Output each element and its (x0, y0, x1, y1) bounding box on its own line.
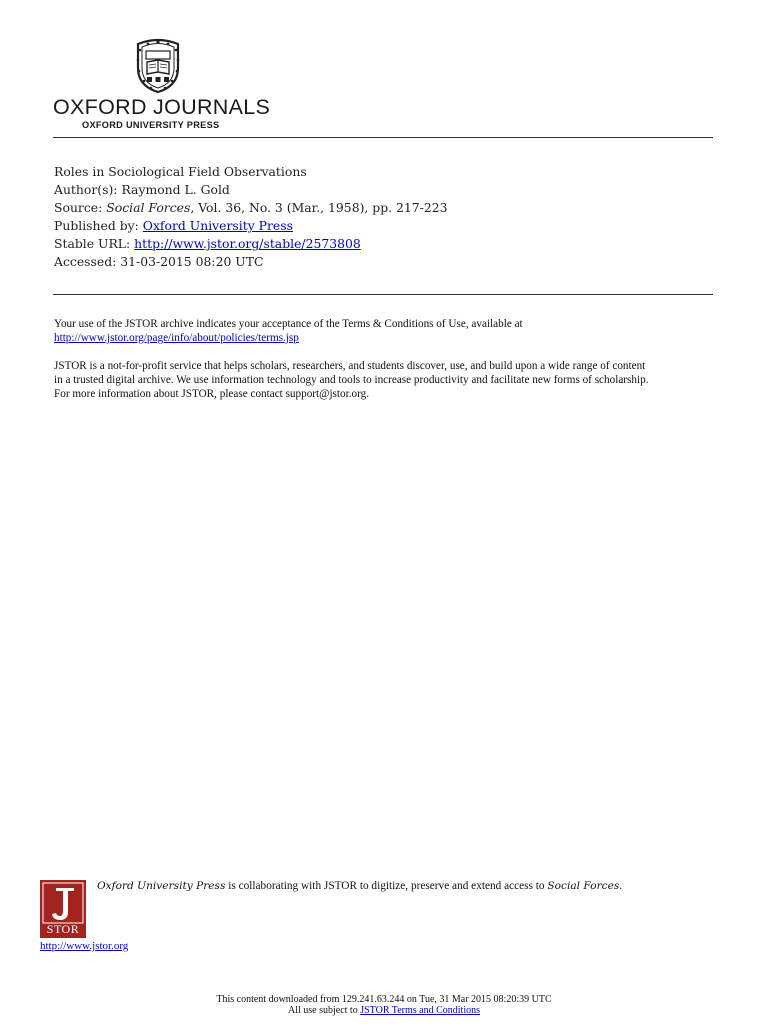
jstor-about-line-3: For more information about JSTOR, please contact support@jstor.org. (54, 388, 370, 400)
collab-end: . (619, 880, 623, 892)
collaboration-statement (97, 880, 622, 892)
published-label: Published by: (54, 218, 139, 233)
stable-url-link[interactable]: http://www.jstor.org/stable/2573808 (134, 236, 361, 251)
jstor-logo[interactable] (40, 880, 86, 938)
jstor-j-icon (40, 880, 86, 924)
oxford-university-press-subtitle: OXFORD UNIVERSITY PRESS (82, 120, 220, 130)
terms-subject-line (0, 1005, 768, 1017)
stable-url-label: Stable URL: (54, 236, 131, 251)
publisher-link[interactable]: Oxford University Press (142, 218, 293, 233)
oxford-journals-wordmark: OXFORD JOURNALS (53, 95, 271, 119)
author-label: Author(s): (54, 182, 118, 197)
jstor-about-line-1: JSTOR is a not-for-profit service that helps scholars, researchers, and students discover, use, and build upon a wide range of content (54, 360, 646, 372)
publisher-line (54, 217, 293, 235)
citation-divider (53, 294, 713, 295)
header-divider (53, 137, 713, 138)
jstor-home-link[interactable]: http://www.jstor.org (40, 940, 129, 952)
source-journal: Social Forces (106, 200, 191, 215)
source-details: , Vol. 36, No. 3 (Mar., 1958), pp. 217-223 (190, 200, 448, 215)
collab-journal: Social Forces (547, 880, 620, 892)
collab-text: is collaborating with JSTOR to digitize, preserve and extend access to (225, 880, 548, 892)
author-name: Raymond L. Gold (121, 182, 230, 197)
subject-prefix: All use subject to (288, 1005, 361, 1016)
jstor-about-line-2: in a trusted digital archive. We use information technology and tools to increase productivity and facilitate new forms of scholarship. (54, 374, 649, 386)
source-line (54, 199, 448, 217)
accessed-line: Accessed: 31-03-2015 08:20 UTC (54, 254, 264, 269)
author-line (54, 181, 230, 199)
source-label: Source: (54, 200, 103, 215)
stable-url-line (54, 235, 361, 253)
terms-notice-text: Your use of the JSTOR archive indicates your acceptance of the Terms & Conditions of Use, available at (54, 318, 523, 330)
terms-notice (54, 317, 734, 345)
terms-link[interactable]: http://www.jstor.org/page/info/about/policies/terms.jsp (54, 332, 299, 344)
collab-publisher: Oxford University Press (97, 880, 226, 892)
jstor-about (54, 359, 734, 401)
oxford-crest-logo (132, 38, 184, 94)
jstor-logo-word: STOR (46, 922, 80, 936)
article-title: Roles in Sociological Field Observations (54, 164, 307, 179)
download-note: This content downloaded from 129.241.63.244 on Tue, 31 Mar 2015 08:20:39 UTC (216, 994, 552, 1005)
jstor-terms-link[interactable]: JSTOR Terms and Conditions (360, 1005, 480, 1016)
